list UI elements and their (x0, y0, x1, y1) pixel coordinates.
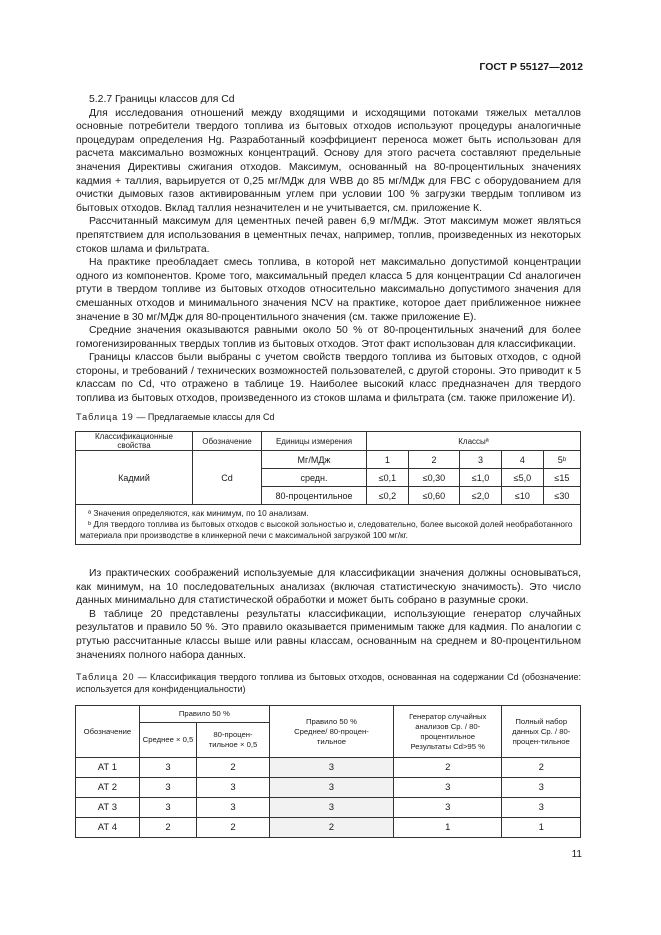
value-cell: ≤2,0 (460, 487, 502, 505)
value-cell: 1 (502, 818, 581, 838)
value-cell: 3 (197, 798, 270, 818)
header-classes: Классыª (367, 432, 581, 451)
value-cell: 3 (269, 758, 393, 778)
section-text (76, 93, 581, 406)
value-cell: ≤10 (501, 487, 543, 505)
row-label: средн. (262, 469, 367, 487)
table20-caption (76, 672, 581, 695)
table19-label: Таблица 19 (76, 412, 134, 422)
value-cell: 3 (139, 758, 196, 778)
section-text-2 (76, 567, 581, 662)
property-cell: Кадмий (76, 451, 193, 505)
symbol-cell: Cd (193, 451, 262, 505)
value-cell: ≤1,0 (460, 469, 502, 487)
table19-caption-text: — Предлагаемые классы для Cd (133, 412, 275, 422)
paragraph: Для исследования отношений между входящими и исходящими потоками тяжелых металлов основные потребители твердого топлива из бытовых отходов используют процедуры аналогичные процедурам определения Hg. Разработанный коэффициент переноса может быть использован для расчета максимально возможных концентраций. Основу для этого расчета составляют предельные значения Директивы сжигания отходов. Максимум, основанный на 80-процентильных значениях кадмия + таллия, варьируется от 0,25 мг/МДж для WBB до 85 мг/МДж для FBC с оборудованием для очистки дымовых газов активированным углем при условии 100 % загрузки твердым топливом из бытовых отходов. Вклад таллия незначителен и не учитывается, см. приложение К. (76, 107, 581, 214)
table-row (76, 798, 581, 818)
value-cell: 3 (502, 798, 581, 818)
value-cell: 3 (197, 778, 270, 798)
paragraph: Из практических соображений используемые для классификации значения должны основываться, как минимум, на 10 последовательных анализах (включая статистическую значимость). Это число данных минимально для статистической обработки и может быть собрано в разумные сроки. (76, 568, 581, 607)
value-cell: ≤0,60 (408, 487, 459, 505)
standard-number: ГОСТ Р 55127—2012 (479, 61, 583, 73)
class-number: 2 (408, 451, 459, 469)
value-cell: 3 (269, 798, 393, 818)
table-row (76, 818, 581, 838)
value-cell: ≤15 (543, 469, 580, 487)
class-number: 1 (367, 451, 409, 469)
value-cell: ≤30 (543, 487, 580, 505)
paragraph: На практике преобладает смесь топлива, в которой нет максимально допустимой концентрации одного из компонентов. Кроме того, максимальный предел класса 5 для концентрации Cd аналогичен ртути в твердом топливе из бытовых отходов относительно максимально допустимого значения для смешанных отходов и минимального значения NCV на практике, которое дает приближенное нижнее значение в 30 мг/МДж для 80-процентильного значения (см. также приложение Е). (76, 257, 581, 323)
section-heading: 5.2.7 Границы классов для Cd (89, 94, 235, 105)
header-designation: Обозначение (76, 706, 140, 758)
value-cell: 2 (269, 818, 393, 838)
designation-cell: АТ 2 (76, 778, 140, 798)
value-cell: ≤0,2 (367, 487, 409, 505)
designation-cell: АТ 4 (76, 818, 140, 838)
header-property: Классификационные свойства (76, 432, 193, 451)
paragraph: В таблице 20 представлены результаты классификации, использующие генератор случайных результатов и правило 50 %. Это правило оказывается применимым также для кадмия. По аналогии с ртутью рассчитанные классы выше или равны классам, основанным на среднем и 80-процентильном значениях полного набора данных. (76, 608, 581, 661)
value-cell: ≤0,1 (367, 469, 409, 487)
designation-cell: АТ 3 (76, 798, 140, 818)
table20-label: Таблица 20 (76, 672, 135, 682)
table-row (76, 758, 581, 778)
designation-cell: АТ 1 (76, 758, 140, 778)
value-cell: 3 (269, 778, 393, 798)
header-rule: Правило 50 % (139, 706, 269, 723)
value-cell: 3 (394, 798, 502, 818)
header-generator: Генератор случайных анализов Ср. / 80-процентильное Результаты Cd>95 % (394, 706, 502, 758)
paragraph: Средние значения оказываются равными около 50 % от 80-процентильных значений для более гомогенизированных твердых топлив из бытовых отходов. Этот факт использован для классификации. (76, 325, 581, 350)
value-cell: ≤0,30 (408, 469, 459, 487)
unit-cell: Мг/МДж (262, 451, 367, 469)
value-cell: 2 (139, 818, 196, 838)
value-cell: 2 (197, 818, 270, 838)
class-number: 5ᵇ (543, 451, 580, 469)
header-unit: Единицы измерения (262, 432, 367, 451)
value-cell: 3 (139, 778, 196, 798)
table-row (76, 778, 581, 798)
header-symbol: Обозначение (193, 432, 262, 451)
value-cell: ≤5,0 (501, 469, 543, 487)
row-label: 80-процентильное (262, 487, 367, 505)
table-19 (75, 431, 581, 545)
header-rule-p80: 80-процен-тильное × 0,5 (197, 723, 270, 758)
paragraph: Границы классов были выбраны с учетом свойств твердого топлива из бытовых отходов, с одной стороны, и требований / технических возможностей пользователей, с другой стороны. Это приводит к 5 классам по Cd, что отражено в таблице 19. Наиболее высокий класс предназначен для твердого топлива из бытовых отходов, произведенного из стоков шлама и фильтрата (см. также приложение И). (76, 352, 581, 405)
value-cell: 3 (394, 778, 502, 798)
table19-caption (76, 412, 581, 424)
table-notes (76, 505, 581, 545)
value-cell: 2 (197, 758, 270, 778)
paragraph: Рассчитанный максимум для цементных печей равен 6,9 мг/МДж. Этот максимум может являться препятствием для использования в цементных печах, например, топлив, произведенных из некоторых стоков шлама и фильтрата. (76, 216, 581, 255)
value-cell: 3 (139, 798, 196, 818)
note-a: ª Значения определяются, как минимум, по 10 анализам. (88, 508, 309, 518)
class-number: 3 (460, 451, 502, 469)
table20-caption-text: — Классификация твердого топлива из бытовых отходов, основанная на содержании Cd (обозначение: используется для конфиденциальности) (76, 672, 581, 694)
table-20 (75, 705, 581, 838)
header-rule-mean: Среднее × 0,5 (139, 723, 196, 758)
value-cell: 2 (394, 758, 502, 778)
class-number: 4 (501, 451, 543, 469)
note-b: ᵇ Для твердого топлива из бытовых отходов с высокой зольностью и, следовательно, более высокой долей необработанного материала при производстве в клинкерной печи с максимальной загрузкой 100 мг/кг. (80, 519, 573, 540)
header-full: Полный набор данных Ср. / 80-процен-тильное (502, 706, 581, 758)
value-cell: 1 (394, 818, 502, 838)
value-cell: 2 (502, 758, 581, 778)
page-number: 11 (571, 849, 582, 860)
header-rule2: Правило 50 % Среднее/ 80-процен-тильное (269, 706, 393, 758)
value-cell: 3 (502, 778, 581, 798)
